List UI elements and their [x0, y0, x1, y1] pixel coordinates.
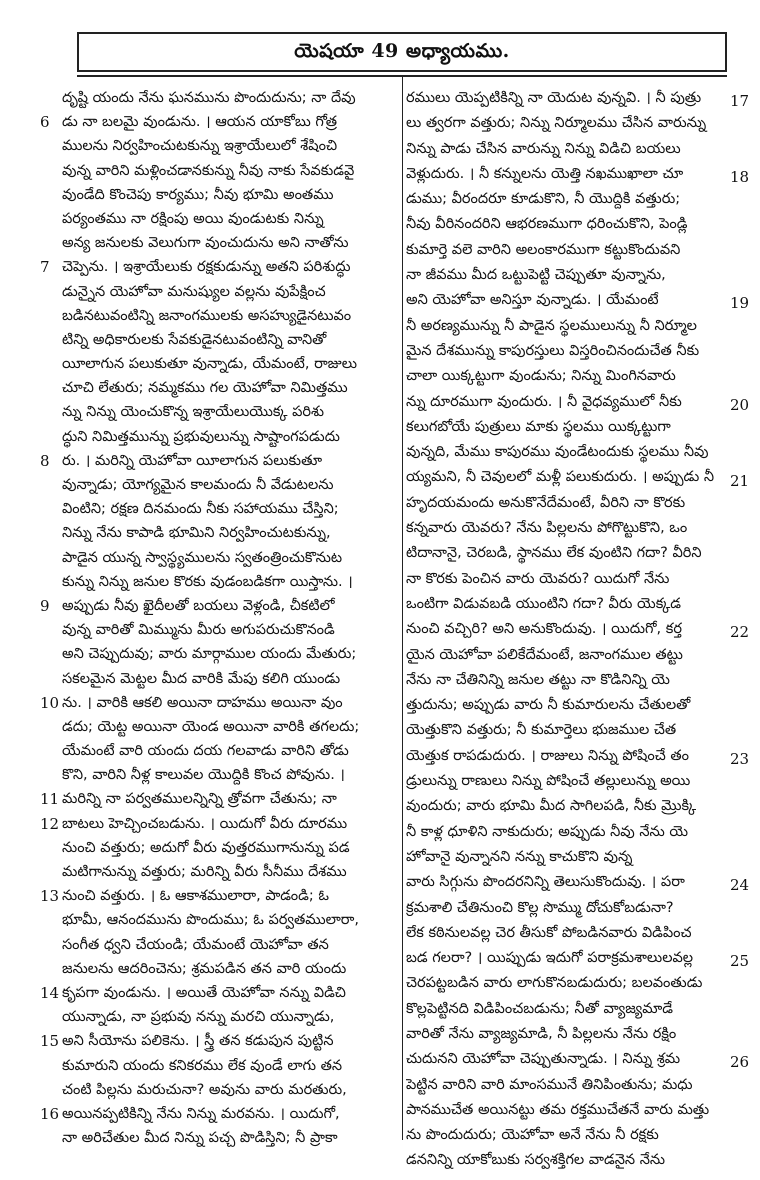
verse-text: కుమారుని యందు కనికరము లేక వుండే లాగు తన — [62, 1057, 343, 1074]
verse-text: చాలా యిక్కట్టుగా వుండును; నిన్ను మింగినవారు — [406, 368, 676, 385]
right-line — [406, 1047, 721, 1072]
verse-text: డు నా బలమై వుండును. । ఆయన యాకోబు గోత్ర — [62, 114, 338, 131]
right-line — [406, 1123, 721, 1148]
verse-number: 6 — [40, 113, 50, 132]
right-line — [406, 162, 721, 187]
left-line — [40, 642, 400, 666]
verse-text: లేక కఠినులవల్ల చెర తీసుకో పోబడినవారు విడిపించ — [406, 924, 692, 941]
verse-number: 7 — [40, 258, 50, 277]
verse-text: క్రమశాలి చేతినుంచి కొల్ల సొమ్ము దోచుకోబడునా? — [406, 899, 674, 916]
right-line — [406, 390, 721, 415]
verse-text: యెత్తుక రాపడుదురు. । రాజులు నిన్ను పోషించే తం — [406, 747, 689, 764]
left-line — [40, 763, 400, 787]
verse-number: 16 — [40, 1104, 60, 1123]
verse-text: చెరపట్టబడిన వారు లాగుకొనబడుదురు; బలవంతుడు — [406, 975, 703, 992]
verse-text: డుము; వీరందరూ కూడుకొని, నీ యొద్దికి వత్తురు; — [406, 191, 681, 208]
verse-text: బాటలు హెచ్చించబడును. । యిదుగో వీరు దూరము — [62, 815, 348, 832]
left-line — [40, 836, 400, 860]
left-line — [40, 231, 400, 255]
right-line — [406, 718, 721, 743]
right-line — [406, 364, 721, 389]
verse-number: 11 — [40, 790, 60, 809]
verse-text: డదు; యెట్ట అయినా యెండ అయినా వారికి తగలదు; — [62, 718, 360, 735]
verse-text: టిదానానై, చెరబడి, స్థానము లేక వుంటిని గదా? వీరిని — [406, 545, 702, 562]
verse-text: హోవానై వున్నానని నన్ను కాచుకొని వున్న — [406, 848, 633, 865]
left-line — [40, 1126, 400, 1150]
verse-text: న్ను నిన్ను యెంచుకొన్న ఇశ్రాయేలుయొక్క పరిశు — [62, 404, 324, 421]
right-line — [406, 1073, 721, 1098]
verse-number: 9 — [40, 596, 50, 615]
verse-text: కలుగబోయే పుత్రులు మాకు స్థలము యిక్కట్టుగా — [406, 418, 671, 435]
verse-number: 21 — [730, 471, 750, 490]
verse-text: ను పొందుదురు; యెహోవా అనే నేను నీ రక్షకు — [406, 1127, 659, 1144]
verse-text: కుమార్తె వలె వారిని అలంకారముగా కట్టుకొందువని — [406, 241, 681, 258]
verse-text: రములు యెప్పటికిన్ని నా యెదుట వున్నవి. । నీ పుత్రు — [406, 90, 702, 106]
verse-text: చెప్పెను. । ఇశ్రాయేలుకు రక్షకుడున్ను అతని పరిశుద్ధు — [62, 259, 351, 276]
right-line — [406, 137, 721, 162]
left-line — [40, 667, 400, 691]
verse-text: కొల్లపెట్టినది విడిపించబడును; నీతో వ్యాజ్యమాడే — [406, 1000, 674, 1017]
verse-text: ఒంటిగా విడువబడి యుంటిని గదా? వీరు యెక్కడ — [406, 595, 682, 612]
left-line — [40, 739, 400, 763]
verse-number — [730, 1149, 760, 1180]
verse-text: యీలాగున పలుకుతూ వున్నాడు, యేమంటే, రాజులు — [62, 356, 357, 373]
right-line — [406, 212, 721, 237]
left-line — [40, 933, 400, 957]
left-line — [40, 1102, 400, 1126]
verse-text: డననిన్ని యాకోబుకు సర్వశక్తిగల వాడనైన నేను — [406, 1152, 666, 1169]
verse-text: నీవు వీరినందరిని ఆభరణముగా ధరించుకొని, పెండ్లి — [406, 216, 688, 233]
verse-number: 12 — [40, 814, 60, 833]
left-line — [40, 400, 400, 424]
right-line — [406, 415, 721, 440]
verse-text: మైన దేశమున్ను కాపురస్తులు విస్తరించినందుచేత నీకు — [406, 342, 700, 359]
right-line — [406, 769, 721, 794]
right-line — [406, 997, 721, 1022]
verse-text: నేను నా చేతినిన్ని జనుల తట్టు నా కొడినిన్ని యె — [406, 671, 670, 688]
verse-text: పాడైన యున్న స్వాస్థ్యములను స్వతంత్రించుకొనుట — [62, 549, 343, 566]
left-line — [40, 691, 400, 715]
right-line — [406, 339, 721, 364]
right-line — [406, 617, 721, 642]
left-line — [40, 1078, 400, 1102]
verse-number: 15 — [40, 1032, 60, 1051]
right-line — [406, 516, 721, 541]
left-line — [40, 304, 400, 328]
verse-text: ను. । వారికి ఆకలి అయినా దాహము అయినా వుం — [62, 694, 343, 711]
verse-text: హృదయమందు అనుకొనేదేమంటే, వీరిని నా కొరకు — [406, 494, 686, 511]
right-line — [406, 820, 721, 845]
left-line — [40, 1054, 400, 1078]
left-line — [40, 280, 400, 304]
verse-text: కొని, వారిని నీళ్ల కాలువల యొద్దికి కొంచ పోవును. । — [62, 767, 345, 784]
verse-text: మరిన్ని నా పర్వతములన్నిన్ని త్రోవగా చేతును; నా — [62, 791, 337, 808]
right-line — [406, 668, 721, 693]
left-line — [40, 715, 400, 739]
right-line — [406, 541, 721, 566]
verse-number: 20 — [730, 395, 750, 414]
left-line — [40, 618, 400, 642]
verse-text: వారు సిగ్గును పొందరనిన్ని తెలుసుకొందువు. । పరా — [406, 874, 685, 891]
left-line — [40, 1029, 400, 1053]
verse-text: యెత్తుకొని వత్తురు; నీ కుమార్తెలు భుజముల చేత — [406, 722, 677, 739]
left-line — [40, 473, 400, 497]
verse-text: నీ అరణ్యమున్ను నీ పాడైన స్థలములున్ను నీ నిర్మూల — [406, 317, 697, 334]
right-line — [406, 921, 721, 946]
verse-text: వున్న వారితో మిమ్మును మీరు అగుపరుచుకొనండి — [62, 622, 335, 639]
verse-text: నిన్ను పాడు చేసిన వారున్ను నిన్ను విడిచి బయలు — [406, 140, 681, 157]
verse-text: నా కొరకు పెంచిన వారు యెవరు? యిదుగో నేను — [406, 570, 670, 587]
left-line — [40, 449, 400, 473]
right-line — [406, 971, 721, 996]
verse-text: ద్ధుని నిమిత్తమున్ను ప్రభువులున్ను సాష్టాంగపడుదు — [62, 428, 340, 445]
verse-text: యున్నాడు, నా ప్రభువు నన్ను మరచి యున్నాడు, — [62, 1009, 335, 1026]
verse-number: 13 — [40, 887, 60, 906]
right-line — [406, 238, 721, 263]
right-line — [406, 592, 721, 617]
verse-text: భూమీ, ఆనందమును పొందుము; ఓ పర్వతములారా, — [62, 912, 360, 929]
right-line — [406, 263, 721, 288]
left-line — [40, 908, 400, 932]
verse-text: కున్ను నిన్ను జనుల కొరకు వుడంబడికగా యిస్తాను. । — [62, 573, 353, 590]
verse-text: వున్న వారిని మళ్లించడానకున్ను నీవు నాకు సేవకుడవై — [62, 162, 355, 179]
left-line — [40, 594, 400, 618]
verse-text: చుదునని యెహోవా చెప్పుతున్నాడు. । నిన్ను శ్రమ — [406, 1051, 681, 1068]
verse-number: 26 — [730, 1053, 750, 1072]
verse-text: చూచి లేతురు; నమ్మకము గల యెహోవా నిమిత్తము — [62, 380, 348, 397]
verse-number: 25 — [730, 952, 750, 971]
verse-text: వుండేది కొంచెపు కార్యము; నీవు భూమి అంతము — [62, 186, 334, 203]
verse-number: 8 — [40, 451, 50, 470]
column-divider — [402, 77, 403, 1140]
right-line — [406, 1022, 721, 1047]
verse-number: 18 — [730, 167, 750, 186]
left-line — [40, 497, 400, 521]
verse-number: 14 — [40, 983, 60, 1002]
verse-text: వెళ్లుదురు. । నీ కన్నులను యెత్తి నఖముఖాలా చూ — [406, 165, 684, 182]
verse-text: యేమంటే వారి యందు దయ గలవాడు వారిని తోడు — [62, 743, 349, 760]
verse-text: కృపగా వుండును. । అయితే యెహోవా నన్ను విడిచి — [62, 984, 346, 1001]
left-line — [40, 812, 400, 836]
verse-text: కన్నవారు యెవరు? నేను పిల్లలను పోగొట్టుకొని, ఒం — [406, 520, 688, 537]
chapter-header — [77, 32, 727, 72]
verse-text: డున్నైన యెహోవా మనుష్యుల వల్లను వుపేక్షించ — [62, 283, 326, 300]
verse-text: న్ను దూరముగా వుందురు. । నీ వైధవ్యములో నీకు — [406, 393, 682, 410]
verse-text: అని సీయోను పలికెను. । స్త్రీ తన కడుపున పుట్టిన — [62, 1033, 334, 1050]
verse-number: 24 — [730, 876, 750, 895]
right-line — [406, 870, 721, 895]
right-line — [406, 314, 721, 339]
right-line — [406, 111, 721, 136]
verse-text: చంటి పిల్లను మరుచునా? అవును వారు మరతురు, — [62, 1081, 347, 1098]
verse-text: పెట్టిన వారిని వారి మాంసమునే తినిపింతును; మధు — [406, 1076, 693, 1093]
verse-text: నుంచి వత్తురు. । ఓ ఆకాశములారా, పాడండి; ఓ — [62, 888, 329, 905]
right-column — [406, 86, 721, 1174]
verse-text: లు త్వరగా వత్తురు; నిన్ను నిర్మూలము చేసిన వారున్ను — [406, 115, 707, 132]
verse-text: పానముచేత అయినట్టు తమ రక్తముచేతనే వారు మత్తు — [406, 1101, 710, 1118]
verse-text: దృష్టి యందు నేను ఘనమును పొందుదును; నా దేవు — [62, 90, 356, 106]
verse-text: నీ కాళ్ల ధూళిని నాకుదురు; అప్పుడు నీవు నేను యె — [406, 823, 688, 840]
right-line — [406, 643, 721, 668]
left-line — [40, 159, 400, 183]
verse-text: అన్య జనులకు వెలుగుగా వుంచుదును అని నాతోను — [62, 235, 349, 252]
verse-number: 17 — [730, 92, 750, 110]
verse-text: ములను నిర్వహించుటకున్ను ఇశ్రాయేలులో శేషించి — [62, 138, 338, 155]
right-line — [406, 693, 721, 718]
left-line — [40, 521, 400, 545]
verse-number: 19 — [730, 294, 750, 313]
left-line — [40, 425, 400, 449]
right-line — [406, 946, 721, 971]
right-line — [406, 794, 721, 819]
left-line — [40, 546, 400, 570]
left-line — [40, 787, 400, 811]
left-line — [40, 570, 400, 594]
right-line — [406, 845, 721, 870]
left-line — [40, 957, 400, 981]
left-line — [40, 328, 400, 352]
right-line — [406, 465, 721, 490]
verse-number: 10 — [40, 693, 60, 712]
right-line — [406, 86, 721, 111]
verse-text: సంగీత ధ్వని చేయండి; యేమంటే యెహోవా తన — [62, 936, 329, 953]
left-line — [40, 884, 400, 908]
right-line — [406, 440, 721, 465]
verse-text: నిన్ను నేను కాపాడి భూమిని నిర్వహించుటకున్ను, — [62, 525, 331, 542]
chapter-title: యెషయా 49 అధ్యాయము. — [294, 40, 510, 62]
right-line — [406, 1148, 721, 1173]
verse-text: అని చెప్పుదువు; వారు మార్గాముల యందు మేతురు; — [62, 646, 357, 663]
verse-text: నుంచి వత్తురు; అదుగో వీరు వుత్తరముగానున్ను పడ — [62, 839, 350, 856]
right-line — [406, 744, 721, 769]
left-line — [40, 110, 400, 134]
verse-text: బడినటువంటిన్ని జనాంగములకు అసహ్యుడైనటువం — [62, 307, 352, 324]
verse-text: వున్నది, మేము కాపురము వుండేటందుకు స్థలము నీవు — [406, 444, 709, 461]
verse-text: జనులను ఆదరించెను; శ్రమపడిన తన వారి యందు — [62, 960, 347, 977]
verse-text: యైన యెహోవా పలికేదేమంటే, జనాంగముల తట్టు — [406, 646, 683, 663]
left-line — [40, 134, 400, 158]
verse-text: వారితో నేను వ్యాజ్యమాడి, నీ పిల్లలను నేను రక్షిం — [406, 1025, 677, 1042]
right-line — [406, 187, 721, 212]
verse-text: నుంచి వచ్చిరి? అని అనుకొందువు. । యిదుగో, కర్త — [406, 621, 682, 638]
right-line — [406, 1098, 721, 1123]
verse-text: అయినప్పటికిన్ని నేను నిన్ను మరవను. । యిదుగో, — [62, 1105, 340, 1122]
verse-text: త్తుదును; అప్పుడు వారు నీ కుమారులను చేతులతో — [406, 697, 691, 714]
verse-text: డ్రులున్ను రాణులు నిన్ను పోషించే తల్లులున్ను అయి — [406, 773, 691, 790]
verse-text: వుందురు; వారు భూమి మీద సాగిలపడి, నీకు మ్రొక్కి — [406, 798, 697, 815]
right-line — [406, 491, 721, 516]
left-column — [40, 86, 400, 1150]
right-line — [406, 567, 721, 592]
left-line — [40, 352, 400, 376]
verse-text: య్యమని, నీ చెవులలో మళ్లీ పలుకుదురు. । అప్పుడు నీ — [406, 469, 715, 486]
verse-text: టిన్ని అధికారులకు సేవకుడైనటువంటిన్ని వానితో — [62, 331, 327, 348]
left-line — [40, 183, 400, 207]
verse-text: బడ గలరా? । యిప్పుడు ఇదుగో పరాక్రమశాలులవల్ల — [406, 950, 694, 967]
verse-number: 22 — [730, 623, 750, 642]
left-line — [40, 207, 400, 231]
left-line — [40, 860, 400, 884]
verse-text: మటిగానున్ను వత్తురు; మరిన్ని వీరు సీనీము దేశము — [62, 864, 347, 880]
left-line — [40, 86, 400, 110]
verse-text: పర్యంతము నా రక్షింపు అయి వుండుటకు నిన్ను — [62, 210, 324, 227]
right-line — [406, 288, 721, 313]
verse-text: రు. । మరిన్ని యెహోవా యీలాగున పలుకుతూ — [62, 452, 323, 469]
verse-text: నా జీవము మీద ఒట్టుపెట్టి చెప్పుతూ వున్నాను, — [406, 267, 666, 284]
verse-text: వింటిని; రక్షణ దినమందు నీకు సహాయము చేస్తిని; — [62, 501, 339, 518]
verse-number: 23 — [730, 749, 750, 768]
verse-text: అప్పుడు నీవు ఖైదీలతో బయలు వెళ్లండి, చీకటిలో — [62, 597, 335, 614]
left-line — [40, 981, 400, 1005]
verse-text: సకలమైన మెట్టల మీద వారికి మేపు కలిగి యుండు — [62, 670, 341, 687]
left-line — [40, 376, 400, 400]
verse-text: నా అరిచేతుల మీద నిన్ను పచ్చ పొడిస్తిని; నీ ప్రాకా — [62, 1130, 338, 1147]
verse-text: వున్నాడు; యోగ్యమైన కాలమందు నీ వేడుటలను — [62, 477, 334, 493]
verse-text: అని యెహోవా అనిస్తూ వున్నాడు. । యేమంటే — [406, 292, 659, 309]
right-line — [406, 896, 721, 921]
left-line — [40, 1005, 400, 1029]
left-line — [40, 255, 400, 279]
